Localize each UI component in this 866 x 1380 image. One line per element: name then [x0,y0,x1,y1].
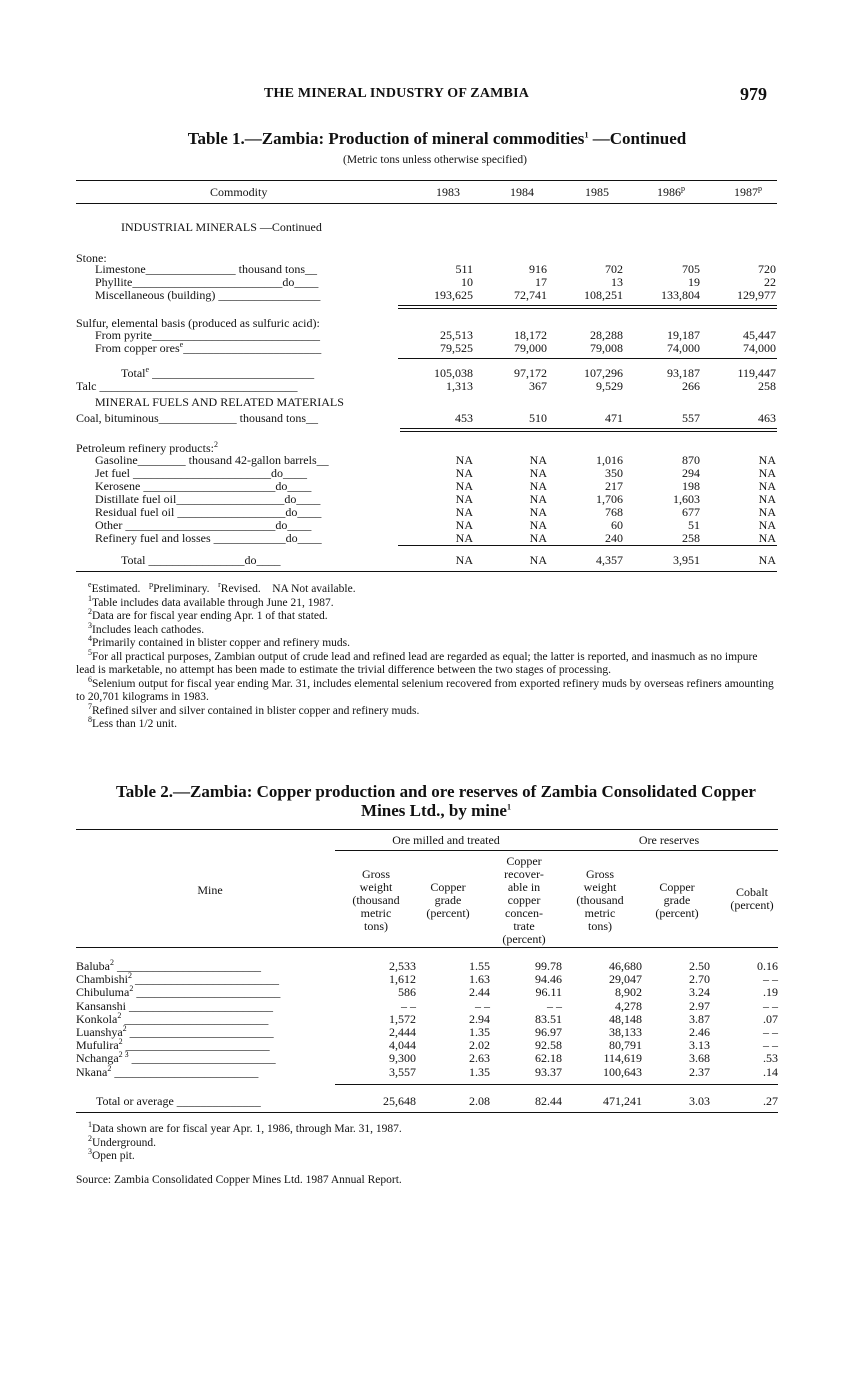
table2-cell: – – [763,972,778,987]
table2-cell: .07 [763,1011,778,1026]
table2-footnote-3: $^3$Open pit. [88,1147,135,1162]
dot-leader: ________________________ [132,972,280,987]
row-total-estimated: Total$^e$ ___________________________ 105,038 97,172 107,296 93,187 119,447 [121,365,776,380]
dot-leader: ________________________ [121,1011,269,1026]
table2-cell: 2.97 [689,998,710,1013]
table2-top-rule [76,829,778,830]
table2-row [76,1010,778,1026]
table2-total-row: Total or average ______________ 25,648 2.08 82.44 471,241 3.03 .27 [96,1094,778,1108]
mine-name: Chibuluma [76,985,130,1000]
table2-cell: .53 [763,1051,778,1066]
table2-cell: 38,133 [609,1025,642,1039]
row-gasoline: Gasoline________ thousand 42-gallon barrels__ NA NA 1,016 870 NA [95,453,776,467]
table2-group-rule [335,850,778,851]
row-from-pyrite: From pyrite____________________________ 25,513 18,172 28,288 19,187 45,447 [95,328,776,342]
table2-cell: 2.94 [469,1011,490,1026]
table1-col-1986: 1986$^p$ [657,184,685,199]
table2-cell: – – [547,998,562,1013]
mine-footnote-ref: 2 [117,1010,122,1020]
table2-cell: 1.35 [469,1025,490,1039]
page-number: 979 [740,84,767,104]
mine-footnote-ref: 2 [128,971,133,981]
table2-cell: 9,300 [389,1051,416,1066]
table2-cell: 3,557 [389,1064,416,1079]
source-note: Source: Zambia Consolidated Copper Mines Ltd. 1987 Annual Report. [76,1174,402,1186]
col-copper-grade-milled: Copper grade (percent) [426,880,470,920]
table2-cell: – – [763,1038,778,1053]
table2-total-rule [335,1084,778,1085]
mine-name: Baluba [76,959,110,973]
table1-subtitle: (Metric tons unless otherwise specified) [343,154,527,166]
table2-cell: 2.50 [689,959,710,973]
symbol-legend: $^e$Estimated. $^p$Preliminary. $^r$Revised. NA Not available. [88,580,356,595]
footnote-1: $^1$Table includes data available through June 21, 1987. [88,593,334,609]
row-total: Total ________________do____ NA NA 4,357 3,951 NA [121,553,776,567]
rule-before-total [398,545,777,546]
footnote-4: $^4$Primarily contained in blister copper and refinery muds. [88,634,351,649]
table2-row [76,1052,778,1065]
row-jet-fuel: Jet fuel _______________________do____ NA NA 350 294 NA [95,466,776,480]
table2-cell: 114,619 [603,1051,642,1066]
rule-after-coal [400,428,777,429]
table2-title: Table 2.—Zambia: Copper production and ore reserves of Zambia Consolidated Copper Mines Ltd., by mine$^1$ [116,782,756,820]
col-copper-recoverable: Copper recover- able in copper concen- trate (percent) [502,854,546,946]
mine-footnote-ref: 2 [122,1024,127,1033]
mine-footnote-ref: 2 3 [118,1050,129,1060]
table2-notes [76,1120,778,1164]
mine-footnote-ref: 2 [110,958,114,967]
table2-cell: – – [475,998,490,1013]
dot-leader: ________________________ [126,1025,274,1039]
table2-cell: 3.87 [689,1011,710,1026]
table2-row [76,1000,778,1013]
table2-cell: – – [763,998,778,1013]
dot-leader: ________________________ [133,985,281,1000]
table2-cell: 2.37 [689,1064,710,1079]
row-distillate-fuel-oil: Distillate fuel oil__________________do____ NA NA 1,706 1,603 NA [95,492,776,506]
col-mine: Mine [197,883,223,897]
table2-cell: 62.18 [535,1051,562,1066]
table2-cell: 2.02 [469,1038,490,1053]
footnote-8: $^8$Less than 1/2 unit. [88,715,177,730]
row-from-copper-ores: From copper ores$^e$_______________________ 79,525 79,000 79,008 74,000 74,000 [95,340,776,355]
table2-footnote-2: $^2$Underground. [88,1133,156,1149]
table1-title: Table 1.—Zambia: Production of mineral commodities$^1$ —Continued [187,129,687,148]
dot-leader: ________________________ [114,959,261,973]
row-coal-bituminous: Coal, bituminous_____________ thousand tons__ 453 510 471 557 463 [76,411,776,425]
table1-col-commodity: Commodity [210,185,268,199]
dot-leader: ________________________ [128,1051,276,1066]
table2-cell: 1.35 [469,1064,490,1079]
table2-cell: 4,278 [615,998,642,1013]
table2-cell: 96.97 [535,1025,562,1039]
table2-cell: – – [401,998,416,1013]
table1-col-1983: 1983 [436,185,460,199]
table2-cell: 1,612 [389,972,416,987]
table2-cell: 586 [398,985,416,1000]
table2-footnote-1: $^1$Data shown are for fiscal year Apr. 1, 1986, through Mar. 31, 1987. [88,1120,402,1135]
table2-cell: 0.16 [757,959,778,973]
table2-cell: .14 [763,1064,778,1079]
mine-name: Nchanga [76,1051,119,1066]
row-talc: Talc _________________________________ 1,313 367 9,529 266 258 [76,379,776,393]
dot-leader: ________________________ [126,998,273,1013]
row-limestone: Limestone_______________ thousand tons__ 511 916 702 705 720 [95,262,776,276]
table2-cell: 2.44 [469,985,490,1000]
table2-cell: 3.24 [689,985,710,1000]
mine-name: Kansanshi [76,998,126,1013]
col-gross-weight-reserves: Gross weight (thousand metric tons) [576,867,624,933]
table2-cell: .19 [763,985,778,1000]
row-other: Other _________________________do____ NA NA 60 51 NA [95,518,776,532]
table2-cell: 2,444 [389,1025,416,1039]
rule-before-total-e [398,358,777,359]
table2-cell: 2.70 [689,972,710,987]
footnote-2: $^2$Data are for fiscal year ending Apr. 1 of that stated. [88,607,328,622]
section-mineral-fuels: MINERAL FUELS AND RELATED MATERIALS [95,395,344,409]
dot-leader: ________________________ [111,1064,259,1079]
mine-name: Chambishi [76,972,129,987]
group-ore-reserves: Ore reserves [638,833,700,847]
running-title: THE MINERAL INDUSTRY OF ZAMBIA [264,86,530,101]
table2-cell: 1.63 [469,972,490,987]
table2-cell: 96.11 [535,985,562,1000]
row-refinery-fuel-and-losses: Refinery fuel and losses ____________do____ NA NA 240 258 NA [95,531,776,545]
table2-row [76,986,778,999]
table1-col-1984: 1984 [510,185,534,199]
table2-header-rule [76,947,778,948]
table1-top-rule [76,180,777,181]
table2-cell: 4,044 [389,1038,416,1053]
table2-cell: 2.63 [469,1051,490,1066]
row-phyllite: Phyllite_________________________do____ 10 17 13 19 22 [95,275,776,289]
section-industrial-minerals: INDUSTRIAL MINERALS —Continued [121,220,322,234]
table2-cell: 99.78 [535,959,562,973]
mine-name: Nkana [76,1064,108,1079]
col-cobalt: Cobalt (percent) [730,885,774,912]
rule-after-stone [398,305,777,306]
mine-footnote-ref: 2 [107,1063,112,1073]
table2-bottom-rule [76,1112,778,1113]
table2-cell: 3.13 [689,1038,710,1053]
table1-col-1985: 1985 [585,185,609,199]
table2-cell: 2,533 [389,959,416,973]
section-sulfur: Sulfur, elemental basis (produced as sulfuric acid): [76,316,320,330]
mine-name: Mufulira [76,1038,119,1053]
rule-after-stone-2 [398,308,777,309]
row-residual-fuel-oil: Residual fuel oil __________________do____ NA NA 768 677 NA [95,505,776,519]
mine-footnote-ref: 2 [118,1037,123,1047]
table2-cell: 1,572 [389,1011,416,1026]
table2-cell: 2.46 [689,1025,710,1039]
table2-cell: 92.58 [535,1038,562,1053]
footnote-5: $^5$For all practical purposes, Zambian output of crude lead and refined lead are regarded as equal; the latter is reported, and inasmuch as no impure lead is marketable, no attempt has been made to estimate the trivial difference between the two stages of processing. [76,647,758,676]
table1-header-rule [76,203,777,204]
table2-cell: 8,902 [615,985,642,1000]
mine-name: Luanshya [76,1025,123,1039]
footnote-3: $^3$Includes leach cathodes. [88,620,205,636]
table2-cell: 93.37 [535,1064,562,1079]
mine-footnote-ref: 2 [129,984,134,994]
table2-cell: 100,643 [603,1064,642,1079]
table2-cell: 46,680 [609,959,642,973]
section-stone: Stone: [76,251,107,265]
table2-cell: 83.51 [535,1011,562,1026]
table2-row [76,1063,778,1079]
table2-cell: 80,791 [609,1038,642,1053]
row-kerosene: Kerosene ______________________do____ NA NA 217 198 NA [95,479,776,493]
group-ore-milled: Ore milled and treated [392,833,500,847]
footnote-6: $^6$Selenium output for fiscal year ending Mar. 31, includes elemental selenium recovered from exported refinery muds by overseas refiners amounting to 20,701 kilograms in 1983. [76,674,774,703]
footnote-7: $^7$Refined silver and silver contained in blister copper and refinery muds. [88,701,420,717]
row-miscellaneous-building: Miscellaneous (building) _________________ 193,625 72,741 108,251 133,804 129,977 [95,288,776,302]
dot-leader: ________________________ [122,1038,270,1053]
table2-cell: 94.46 [535,972,562,987]
table1-notes [76,580,778,732]
table2-cell: – – [763,1025,778,1039]
table2-cell: 48,148 [609,1011,642,1026]
table2-cell: 3.68 [689,1051,710,1066]
table2-cell: 1.55 [469,959,490,973]
table2-cell: 29,047 [609,972,642,987]
mine-name: Konkola [76,1011,118,1026]
table1-bottom-rule [76,571,777,572]
section-petroleum: Petroleum refinery products:$^2$ [76,440,218,455]
col-gross-weight-milled: Gross weight (thousand metric tons) [352,867,400,933]
rule-after-coal-2 [400,431,777,432]
table1-col-1987: 1987$^p$ [734,184,762,199]
col-copper-grade-reserves: Copper grade (percent) [655,880,699,920]
